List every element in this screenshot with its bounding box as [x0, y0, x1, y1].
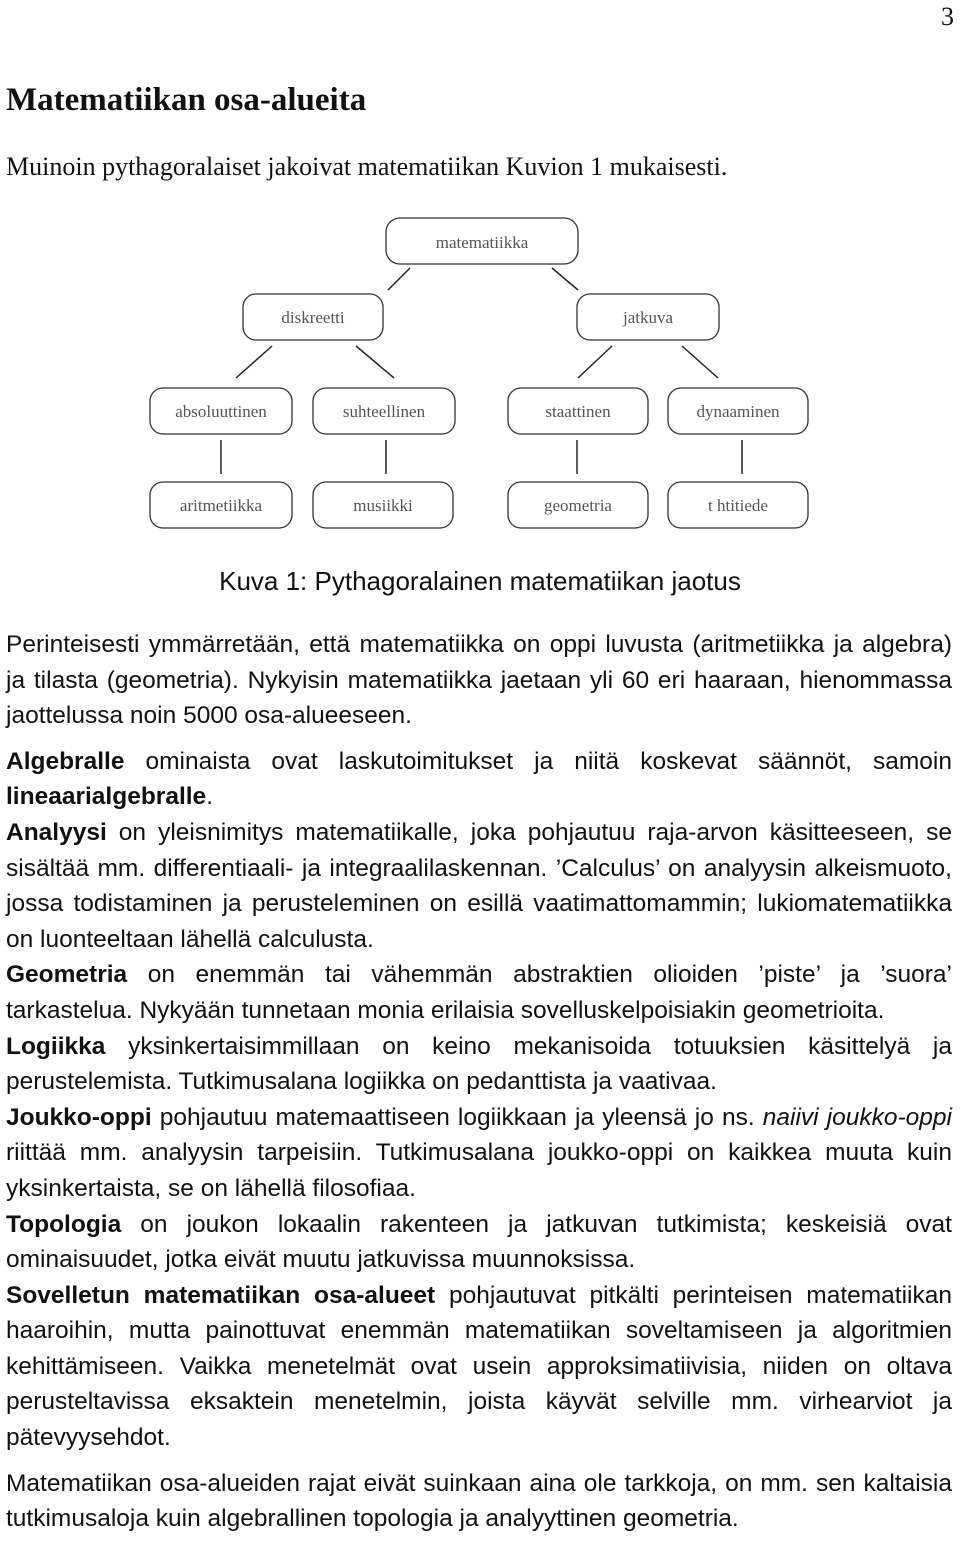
node-label-dynaaminen: dynaaminen	[696, 402, 780, 421]
node-aritmetiikka	[150, 482, 292, 528]
node-label-diskreetti: diskreetti	[281, 308, 345, 327]
edge-root-right	[552, 268, 578, 290]
node-tahtitiede	[668, 482, 808, 528]
node-label-staattinen: staattinen	[545, 402, 611, 421]
edge-right-dyn	[682, 346, 718, 378]
node-label-suhteellinen: suhteellinen	[342, 402, 426, 421]
paragraph-rajat: Matematiikan osa-alueiden rajat eivät suinkaan aina ole tarkkoja, on mm. sen kaltaisia tutkimusaloja kuin algebrallinen topologia ja analyyttinen geometria.	[6, 1469, 952, 1533]
node-diskreetti	[243, 294, 383, 340]
paragraph-logiikka: Logiikka yksinkertaisimmillaan on keino mekanisoida totuuksien käsittelyä ja perustelemista. Tutkimusalana logiikka on pedanttista ja vaativaa.	[6, 1032, 952, 1096]
node-label-root: matematiikka	[435, 233, 529, 252]
term-lineaarialgebra: lineaarialgebralle	[6, 783, 207, 811]
node-dynaaminen	[668, 388, 808, 434]
term-algebra: Algebralle	[6, 747, 125, 775]
node-label-tahtitiede: t htitiede	[708, 496, 768, 515]
body-text	[6, 627, 952, 1537]
node-matematiikka	[386, 218, 578, 264]
emph-naiivi-joukko-oppi: naiivi joukko-oppi	[762, 1103, 952, 1131]
node-label-aritmetiikka: aritmetiikka	[179, 496, 263, 515]
term-geometria: Geometria	[6, 961, 128, 989]
page-number: 3	[941, 2, 954, 31]
node-label-geometria: geometria	[544, 496, 612, 515]
classification-tree-diagram	[0, 210, 960, 540]
paragraph-algebra: Algebralle ominaista ovat laskutoimitukset ja niitä koskevat säännöt, samoin lineaarialgebralle.	[6, 747, 952, 811]
paragraph-analyysi: Analyysi on yleisnimitys matematiikalle, joka pohjautuu raja-arvon käsitteeseen, se sisältää mm. differentiaali- ja integraalilaskennan. ’Calculus’ on analyysin alkeismuoto, jossa todistaminen ja perusteleminen on esillä vaatimattomammin; lukiomatematiikka on luonteeltaan lähellä calculusta.	[6, 818, 952, 953]
intro-paragraph: Muinoin pythagoralaiset jakoivat matematiikan Kuvion 1 mukaisesti.	[6, 152, 728, 181]
term-topologia: Topologia	[6, 1210, 122, 1238]
term-joukko-oppi: Joukko-oppi	[6, 1103, 152, 1131]
section-heading: Matematiikan osa-alueita	[6, 82, 367, 118]
paragraph-geometria: Geometria on enemmän tai vähemmän abstraktien olioiden ’piste’ ja ’suora’ tarkastelua. Nykyään tunnetaan monia erilaisia sovelluskelpoisiakin geometrioita.	[6, 961, 952, 1024]
term-analyysi: Analyysi	[6, 818, 107, 846]
node-suhteellinen	[313, 388, 455, 434]
edge-root-left	[388, 268, 410, 290]
term-sovellettu: Sovelletun matematiikan osa-alueet	[6, 1281, 436, 1309]
node-geometria	[508, 482, 648, 528]
paragraph-topologia: Topologia on joukon lokaalin rakenteen ja jatkuvan tutkimista; keskeisiä ovat ominaisuudet, jotka eivät muutu jatkuvissa muunnoksissa.	[6, 1210, 952, 1274]
paragraph-perinteisesti: Perinteisesti ymmärretään, että matematiikka on oppi luvusta (aritmetiikka ja algebra) ja tilasta (geometria). Nykyisin matematiikka jaetaan yli 60 eri haaraan, hienommassa jaottelussa noin 5000 osa-alueeseen.	[6, 631, 952, 730]
paragraph-joukko-oppi: Joukko-oppi pohjautuu matemaattiseen logiikkaan ja yleensä jo ns. naiivi joukko-oppi riittää mm. analyysin tarpeisiin. Tutkimusalana joukko-oppi on kaikkea muuta kuin yksinkertaista, se on lähellä filosofiaa.	[6, 1103, 952, 1202]
edge-right-staat	[578, 346, 612, 378]
node-musiikki	[313, 482, 453, 528]
node-jatkuva	[577, 294, 719, 340]
node-absoluuttinen	[150, 388, 292, 434]
term-logiikka: Logiikka	[6, 1032, 106, 1060]
node-label-musiikki: musiikki	[353, 496, 413, 515]
edge-left-suht	[356, 346, 394, 378]
edge-left-abs	[236, 346, 272, 378]
node-label-absoluuttinen: absoluuttinen	[175, 402, 267, 421]
figure-caption: Kuva 1: Pythagoralainen matematiikan jaotus	[219, 566, 741, 596]
node-label-jatkuva: jatkuva	[622, 308, 674, 327]
node-staattinen	[508, 388, 648, 434]
paragraph-sovellettu: Sovelletun matematiikan osa-alueet pohjautuvat pitkälti perinteisen matematiikan haaroihin, mutta painottuvat enemmän matematiikan soveltamiseen ja algoritmien kehittämiseen. Vaikka menetelmät ovat usein approksimatiivisia, niiden on oltava perusteltavissa eksaktein menetelmin, joista käyvät selville mm. virhearviot ja pätevyysehdot.	[6, 1281, 952, 1452]
